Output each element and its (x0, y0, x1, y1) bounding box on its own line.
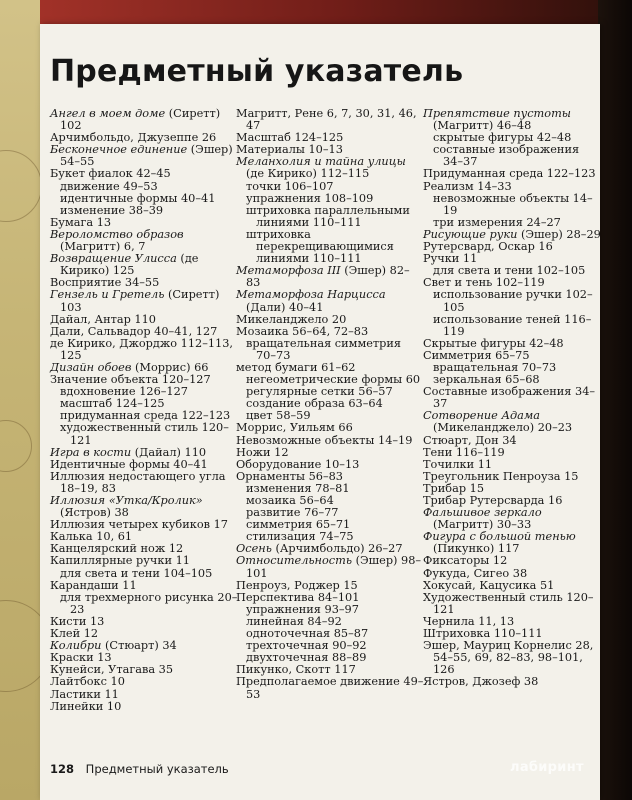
entry-text: цвет 58–59 (246, 409, 311, 423)
entry-text: три измерения 24–27 (433, 215, 561, 229)
index-entry (423, 676, 601, 688)
entry-text: (Дали) 40–41 (246, 300, 324, 314)
artwork-title: Бесконечное единение (50, 143, 188, 157)
artwork-title: Игра в кости (50, 445, 132, 459)
entry-text: Ястров, Джозеф 38 (423, 675, 539, 689)
index-entry (50, 144, 238, 168)
entry-text: (Стюарт) 34 (101, 639, 177, 653)
right-backdrop (598, 0, 632, 800)
entry-text: Пикунко, Скотт 117 (236, 663, 356, 677)
entry-text: регулярные сетки 56–57 (246, 385, 393, 399)
entry-text: Хокусай, Кацусика 51 (423, 578, 555, 592)
entry-text: точки 106–107 (246, 179, 334, 193)
entry-text: де Кирико, Джорджо 112–113, 125 (50, 336, 234, 362)
entry-text: Иллюзия недостающего угла 18–19, 83 (50, 469, 226, 495)
index-subentry (236, 229, 424, 265)
entry-text: Материалы 10–13 (236, 143, 343, 157)
entry-text: Канцелярский нож 12 (50, 542, 184, 556)
artwork-title: Вероломство образов (50, 227, 184, 241)
entry-text: для света и тени 104–105 (60, 566, 213, 580)
index-entry (423, 507, 601, 531)
entry-text: Иллюзия четырех кубиков 17 (50, 518, 228, 532)
entry-text: Эшер, Мауриц Корнелис 28, 54–55, 69, 82–83, 98–101, 126 (423, 639, 594, 677)
entry-text: Художественный стиль 120–121 (423, 590, 594, 616)
artwork-title: Сотворение Адама (423, 409, 540, 423)
entry-text: (Магритт) 6, 7 (60, 240, 146, 254)
entry-text: составные изображения 34–37 (433, 143, 580, 169)
running-title: Предметный указатель (85, 762, 229, 776)
entry-text: (Эшер) 54–55 (60, 143, 233, 169)
entry-text: симметрия 65–71 (246, 518, 351, 532)
index-entry (50, 338, 238, 362)
entry-text: изменение 38–39 (60, 203, 164, 217)
entry-text: Придуманная среда 122–123 (423, 167, 596, 181)
entry-text: штриховка параллельными линиями 110–111 (246, 203, 410, 229)
entry-text: (Ястров) 38 (60, 506, 129, 520)
artwork-title: Колибри (50, 639, 102, 653)
entry-text: (Арчимбольдо) 26–27 (271, 542, 403, 556)
entry-text: Симметрия 65–75 (423, 348, 530, 362)
artwork-title: Гензель и Гретель (50, 288, 165, 302)
entry-text: (де Кирико) 125 (60, 252, 199, 278)
entry-text: Идентичные формы 40–41 (50, 457, 208, 471)
artwork-title: Дизайн обоев (50, 360, 132, 374)
page-footer (50, 762, 229, 776)
entry-text: Точилки 11 (423, 457, 493, 471)
entry-text: масштаб 124–125 (60, 397, 165, 411)
index-entry (423, 592, 601, 616)
index-entry (236, 289, 424, 313)
entry-text: Краски 13 (50, 651, 112, 665)
artwork-title: Рисующие руки (423, 227, 518, 241)
entry-text: Орнаменты 56–83 (236, 469, 343, 483)
page-title: Предметный указатель (50, 54, 464, 89)
entry-text: развитие 76–77 (246, 506, 339, 520)
index-subentry (236, 205, 424, 229)
artwork-title: Фигура с большой тенью (423, 530, 576, 544)
artwork-title: Иллюзия «Утка/Кролик» (50, 494, 203, 507)
index-entry (423, 386, 601, 410)
entry-text: (Пикунко) 117 (433, 542, 520, 556)
artwork-title: Относительность (236, 554, 352, 568)
artwork-title: Метаморфоза Нарцисса (236, 288, 386, 302)
index-entry (50, 229, 238, 253)
entry-text: (Сиретт) 103 (60, 288, 220, 314)
index-entry (50, 253, 238, 277)
entry-text: Линейки 10 (50, 699, 122, 713)
index-entry (236, 555, 424, 579)
entry-text: (Эшер) 28–29 (517, 227, 601, 241)
index-subentry (423, 144, 601, 168)
entry-text: одноточечная 85–87 (246, 627, 369, 641)
entry-text: метод бумаги 61–62 (236, 360, 356, 374)
index-entry (423, 531, 601, 555)
artwork-title: Фальшивое зеркало (423, 506, 542, 520)
index-entry (236, 156, 424, 180)
entry-text: Дали, Сальвадор 40–41, 127 (50, 324, 218, 338)
entry-text: Рутерсвард, Оскар 16 (423, 240, 553, 254)
entry-text: Микеланджело 20 (236, 312, 347, 326)
index-subentry (50, 422, 238, 446)
entry-text: Трибар Рутерсварда 16 (423, 494, 563, 507)
entry-text: Скрытые фигуры 42–48 (423, 336, 564, 350)
index-subentry (50, 592, 238, 616)
entry-text: идентичные формы 40–41 (60, 191, 216, 205)
entry-text: упражнения 93–97 (246, 602, 359, 616)
artwork-title: Метаморфоза III (236, 264, 341, 278)
entry-text: (Дайал) 110 (131, 445, 207, 459)
index-column-1 (50, 108, 238, 713)
entry-text: Тени 116–119 (423, 445, 505, 459)
left-page-edge (0, 0, 40, 800)
entry-text: Бумага 13 (50, 215, 112, 229)
index-entry (236, 265, 424, 289)
entry-text: Трибар 15 (423, 481, 485, 495)
entry-text: Перспектива 84–101 (236, 590, 360, 604)
index-column-2 (236, 108, 424, 701)
entry-text: Масштаб 124–125 (236, 131, 344, 145)
page-number: 128 (50, 762, 75, 776)
artwork-title: Осень (236, 542, 272, 556)
entry-text: Пенроуз, Роджер 15 (236, 578, 358, 592)
entry-text: Штриховка 110–111 (423, 627, 543, 641)
entry-text: Предполагаемое движение 49–53 (236, 675, 424, 701)
artwork-title: Ангел в моем доме (50, 107, 166, 120)
entry-text: зеркальная 65–68 (433, 373, 540, 387)
watermark-logo: лабиринт (510, 760, 584, 775)
entry-text: штриховка перекрещивающимися линиями 110–111 (246, 227, 394, 266)
entry-text: (де Кирико) 112–115 (246, 167, 370, 181)
entry-text: движение 49–53 (60, 179, 158, 193)
entry-text: Ножи 12 (236, 445, 289, 459)
artwork-title: Меланхолия и тайна улицы (236, 155, 406, 169)
entry-text: Лайтбокс 10 (50, 675, 125, 689)
entry-text: Реализм 14–33 (423, 179, 512, 193)
entry-text: (Магритт) 30–33 (433, 518, 532, 532)
entry-text: (Моррис) 66 (131, 360, 209, 374)
entry-text: упражнения 108–109 (246, 191, 374, 205)
entry-text: вдохновение 126–127 (60, 385, 188, 399)
entry-text: вращательная симметрия 70–73 (246, 336, 402, 362)
entry-text: Мозаика 56–64, 72–83 (236, 324, 369, 338)
index-entry (50, 495, 238, 519)
entry-text: Карандаши 11 (50, 578, 137, 592)
entry-text: Клей 12 (50, 627, 99, 641)
entry-text: Восприятие 34–55 (50, 276, 160, 290)
entry-text: негеометрические формы 60 (246, 373, 421, 387)
entry-text: художественный стиль 120–121 (60, 421, 229, 447)
entry-text: трехточечная 90–92 (246, 639, 367, 653)
entry-text: Стюарт, Дон 34 (423, 433, 517, 447)
index-entry (50, 289, 238, 313)
entry-text: Составные изображения 34–37 (423, 385, 596, 411)
entry-text: (Микеланджело) 20–23 (433, 421, 573, 435)
artwork-title: Препятствие пустоты (423, 107, 571, 120)
entry-text: Ластики 11 (50, 687, 119, 701)
entry-text: линейная 84–92 (246, 614, 342, 628)
entry-text: использование ручки 102–105 (433, 288, 593, 314)
entry-text: мозаика 56–64 (246, 494, 334, 507)
entry-text: невозможные объекты 14–19 (433, 191, 593, 217)
entry-text: Ручки 11 (423, 252, 478, 266)
index-entry (236, 108, 424, 132)
entry-text: (Эшер) 98–101 (246, 554, 422, 580)
entry-text: создание образа 63–64 (246, 397, 383, 411)
index-entry (50, 108, 238, 132)
index-entry (423, 108, 601, 132)
entry-text: использование теней 116–119 (433, 312, 592, 338)
index-entry (423, 640, 601, 676)
entry-text: Фиксаторы 12 (423, 554, 508, 568)
index-subentry (423, 289, 601, 313)
entry-text: Фукуда, Сигео 38 (423, 566, 528, 580)
entry-text: (Эшер) 82–83 (246, 264, 410, 290)
entry-text: стилизация 74–75 (246, 530, 354, 544)
index-subentry (423, 193, 601, 217)
entry-text: Оборудование 10–13 (236, 457, 360, 471)
entry-text: Калька 10, 61 (50, 530, 133, 544)
artwork-title: Возвращение Улисса (50, 252, 177, 266)
index-entry (236, 676, 424, 700)
entry-text: для света и тени 102–105 (433, 264, 586, 278)
entry-text: (Магритт) 46–48 (433, 119, 532, 133)
entry-text: Кунейси, Утагава 35 (50, 663, 174, 677)
entry-text: Значение объекта 120–127 (50, 373, 211, 387)
index-entry (50, 701, 238, 713)
book-page (40, 24, 600, 800)
index-column-3 (423, 108, 601, 689)
entry-text: Кисти 13 (50, 614, 105, 628)
entry-text: Моррис, Уильям 66 (236, 421, 353, 435)
entry-text: Треугольник Пенроуза 15 (423, 469, 579, 483)
entry-text: Свет и тень 102–119 (423, 276, 545, 290)
entry-text: Невозможные объекты 14–19 (236, 433, 413, 447)
index-entry (423, 410, 601, 434)
index-entry (50, 471, 238, 495)
entry-text: Капиллярные ручки 11 (50, 554, 190, 568)
entry-text: Магритт, Рене 6, 7, 30, 31, 46, 47 (236, 107, 417, 133)
entry-text: Арчимбольдо, Джузеппе 26 (50, 131, 217, 145)
entry-text: для трехмерного рисунка 20–23 (60, 590, 238, 616)
index-subentry (236, 338, 424, 362)
entry-text: Букет фиалок 42–45 (50, 167, 171, 181)
index-subentry (423, 314, 601, 338)
entry-text: вращательная 70–73 (433, 360, 557, 374)
entry-text: (Сиретт) 102 (60, 107, 221, 133)
entry-text: изменения 78–81 (246, 481, 350, 495)
entry-text: придуманная среда 122–123 (60, 409, 231, 423)
entry-text: Чернила 11, 13 (423, 614, 515, 628)
entry-text: двухточечная 88–89 (246, 651, 367, 665)
entry-text: Дайал, Антар 110 (50, 312, 156, 326)
entry-text: скрытые фигуры 42–48 (433, 131, 572, 145)
